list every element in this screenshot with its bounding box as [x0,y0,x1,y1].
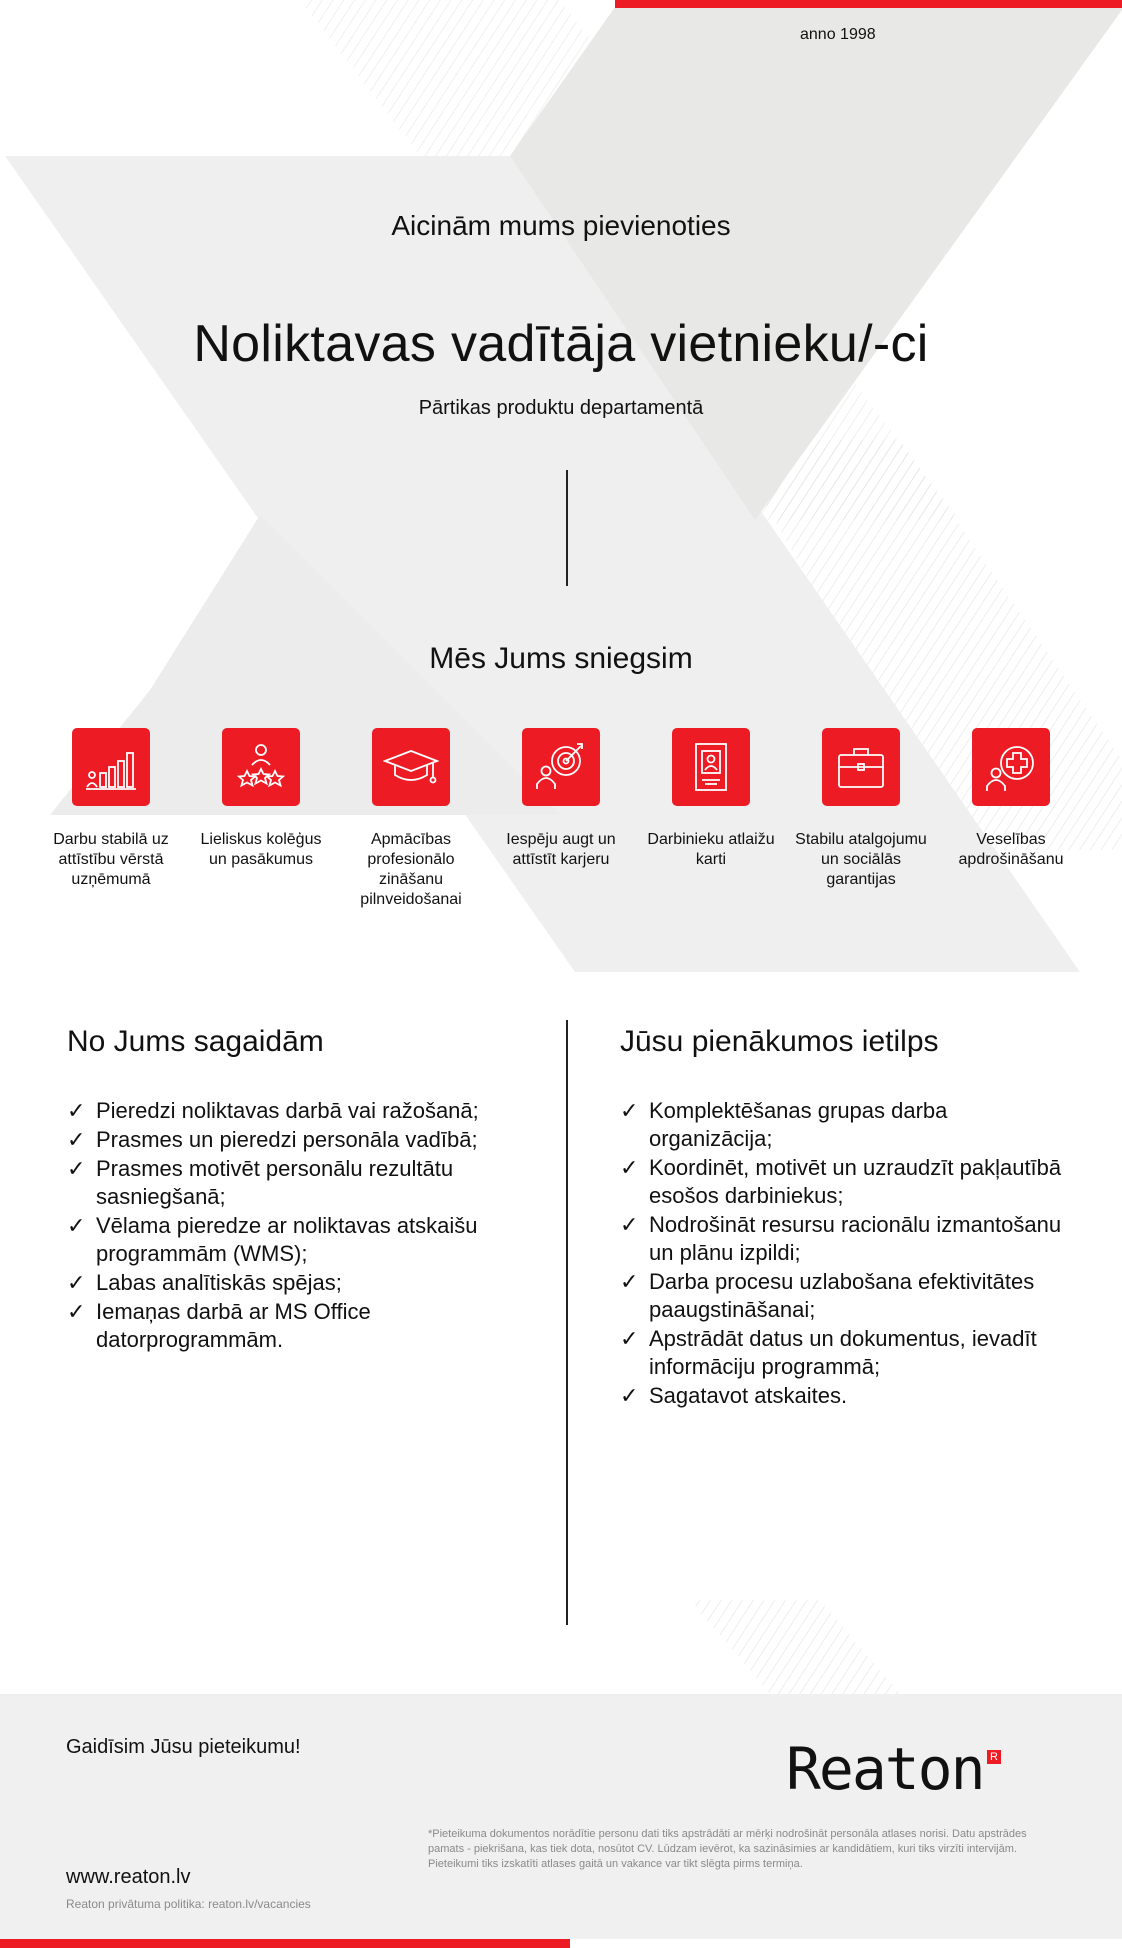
list-item: ✓ Sagatavot atskaites. [620,1383,848,1408]
list-item: ✓ Pieredzi noliktavas darbā vai ražošanā; [67,1098,479,1123]
benefit-label: Lieliskus kolēģus un pasākumus [200,831,322,868]
checkmark-icon: ✓ [67,1270,86,1295]
benefit-item [786,728,936,910]
privacy-disclaimer: *Pieteikuma dokumentos norādītie personu dati tiks apstrādāti ar mērķi nodrošināt personāla atlases norisi. Datu apstrādes pamats - piekrišana, kas tiek dota, nosūtot CV. Lūdzam ievērot, ka sazināsimies ar kandidātiem, kuri tiks virzīti intervijām. Pieteikumi tiks izskatīti atlases gaitā un vakance var tikt slēgta pirms termiņa. [428,1828,1027,1870]
benefit-label: Veselības apdrošināšanu [958,831,1064,868]
bar-chart-icon [72,728,150,806]
offer-heading: Mēs Jums sniegsim [429,642,693,675]
benefit-label: Darbu stabilā uz attīstību vērstā uzņēmumā [53,831,169,888]
checkmark-icon: ✓ [67,1127,86,1152]
list-item: ✓ Koordinēt, motivēt un uzraudzīt pakļautībā esošos darbiniekus; [620,1155,1062,1208]
established-year: anno 1998 [800,26,876,43]
bottom-accent-bar [0,1939,570,1948]
divider-vertical-middle [566,1020,568,1625]
checkmark-icon: ✓ [620,1326,639,1351]
benefit-label: Iespēju augt un attīstīt karjeru [506,831,616,868]
checkmark-icon: ✓ [620,1269,639,1294]
list-item: ✓ Prasmes un pieredzi personāla vadībā; [67,1127,478,1152]
list-item: ✓ Iemaņas darbā ar MS Office datorprogrammām. [67,1299,371,1352]
list-item: ✓ Apstrādāt datus un dokumentus, ievadīt informāciju programmā; [620,1326,1037,1379]
list-item: ✓ Darba procesu uzlabošana efektivitātes paaugstināšanai; [620,1269,1035,1322]
privacy-policy-link[interactable]: Reaton privātuma politika: reaton.lv/vacancies [66,1897,311,1911]
top-accent-bar [615,0,1122,8]
target-growth-icon [522,728,600,806]
benefit-item [186,728,336,910]
benefit-item [936,728,1086,910]
closing-text: Gaidīsim Jūsu pieteikumu! [66,1736,301,1758]
list-item: ✓ Prasmes motivēt personālu rezultātu sasniegšanā; [67,1156,454,1209]
list-item: ✓ Komplektēšanas grupas darba organizācija; [620,1098,948,1151]
graduation-cap-icon [372,728,450,806]
list-item: ✓ Nodrošināt resursu racionālu izmantošanu un plānu izpildi; [620,1212,1062,1265]
website-link[interactable]: www.reaton.lv [66,1866,191,1888]
team-stars-icon [222,728,300,806]
requirements-list [67,1097,517,1354]
benefit-item [36,728,186,910]
benefit-label: Apmācības profesionālo zināšanu pilnveidošanai [360,831,462,908]
invite-text: Aicinām mums pievienoties [391,210,731,241]
benefit-label: Darbinieku atlaižu karti [647,831,775,868]
duties-list [620,1097,1070,1410]
benefit-item [486,728,636,910]
list-item: ✓ Vēlama pieredze ar noliktavas atskaišu programmām (WMS); [67,1213,478,1266]
requirements-section [67,1025,517,1355]
checkmark-icon: ✓ [67,1156,86,1181]
checkmark-icon: ✓ [67,1098,86,1123]
checkmark-icon: ✓ [67,1299,86,1324]
list-item: ✓ Labas analītiskās spējas; [67,1270,342,1295]
checkmark-icon: ✓ [620,1383,639,1408]
department: Pārtikas produktu departamentā [418,397,704,419]
divider-vertical-top [566,470,568,586]
briefcase-icon [822,728,900,806]
checkmark-icon: ✓ [620,1098,639,1123]
benefit-label: Stabilu atalgojumu un sociālās garantijas [795,831,927,888]
checkmark-icon: ✓ [620,1212,639,1237]
health-insurance-icon [972,728,1050,806]
employee-card-icon [672,728,750,806]
benefits-list [36,728,1116,910]
company-logo: Reaton [786,1735,984,1803]
job-title: Noliktavas vadītāja vietnieku/-ci [193,315,929,373]
benefit-item [336,728,486,910]
duties-heading: Jūsu pienākumos ietilps [620,1025,939,1058]
registered-mark: R [987,1750,1001,1764]
duties-section [620,1025,1070,1411]
requirements-heading: No Jums sagaidām [67,1025,324,1058]
checkmark-icon: ✓ [67,1213,86,1238]
benefit-item [636,728,786,910]
checkmark-icon: ✓ [620,1155,639,1180]
